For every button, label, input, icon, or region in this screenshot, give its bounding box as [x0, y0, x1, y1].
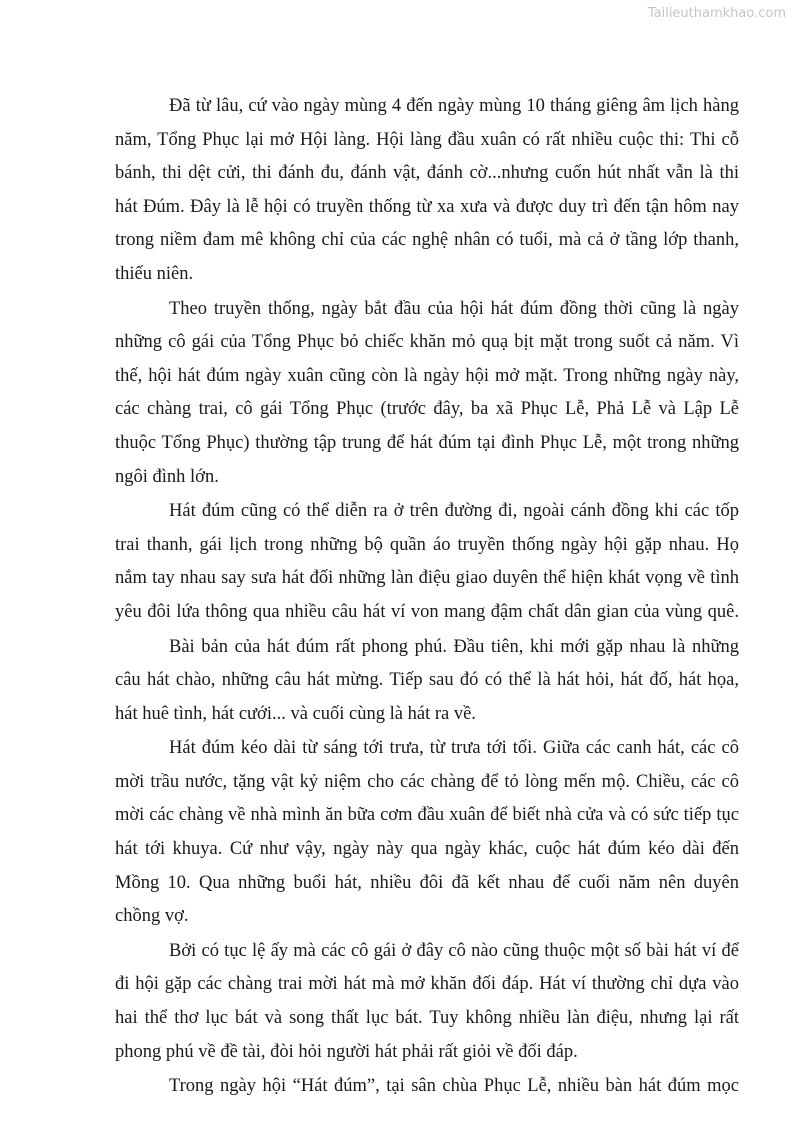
text-line: bánh, thi dệt cửi, thi đánh đu, đánh vật, đánh cờ...nhưng cuốn hút nhất vẫn là thi — [115, 163, 739, 184]
text-line: hát Đúm. Đây là lễ hội có truyền thống từ xa xưa và được duy trì đến tận hôm nay — [115, 196, 739, 217]
text-line: hát tới khuya. Cứ như vậy, ngày này qua ngày khác, cuộc hát đúm kéo dài đến — [115, 839, 739, 860]
text-line: thiếu niên. — [115, 263, 194, 284]
text-line: Trong ngày hội “Hát đúm”, tại sân chùa Phục Lễ, nhiều bàn hát đúm mọc — [169, 1076, 739, 1097]
text-line: yêu đôi lứa thông qua nhiều câu hát ví von mang đậm chất dân gian của vùng quê. — [115, 601, 739, 622]
text-line: đi hội gặp các chàng trai mời hát mà mở khăn đối đáp. Hát ví thường chỉ dựa vào — [115, 974, 739, 995]
text-line: ngôi đình lớn. — [115, 466, 219, 487]
text-line: những cô gái của Tổng Phục bỏ chiếc khăn mỏ quạ bịt mặt trong suốt cả năm. Vì — [115, 332, 739, 353]
text-line: thế, hội hát đúm ngày xuân cũng còn là ngày hội mở mặt. Trong những ngày này, — [115, 365, 739, 386]
text-line: Mồng 10. Qua những buổi hát, nhiều đôi đã kết nhau để cuối năm nên duyên — [115, 872, 739, 893]
text-line: trai thanh, gái lịch trong những bộ quần áo truyền thống ngày hội gặp nhau. Họ — [115, 534, 739, 555]
paragraph-7 — [115, 1070, 739, 1104]
paragraph-3 — [115, 495, 739, 629]
text-line: thuộc Tổng Phục) thường tập trung để hát đúm tại đình Phục Lễ, một trong những — [115, 432, 739, 453]
text-line: nắm tay nhau say sưa hát đối những làn điệu giao duyên thể hiện khát vọng về tình — [115, 568, 739, 589]
text-line: hai thể thơ lục bát và song thất lục bát. Tuy không nhiều làn điệu, nhưng lại rất — [115, 1008, 739, 1029]
text-line: câu hát chào, những câu hát mừng. Tiếp sau đó có thể là hát hỏi, hát đố, hát họa, — [115, 670, 739, 691]
text-line: năm, Tổng Phục lại mở Hội làng. Hội làng đầu xuân có rất nhiều cuộc thi: Thi cỗ — [115, 129, 739, 150]
text-line: chồng vợ. — [115, 906, 189, 927]
text-line: Đã từ lâu, cứ vào ngày mùng 4 đến ngày mùng 10 tháng giêng âm lịch hàng — [169, 96, 739, 116]
document-body — [115, 90, 739, 1104]
text-line: các chàng trai, cô gái Tổng Phục (trước đây, ba xã Phục Lễ, Phả Lễ và Lập Lễ — [115, 399, 739, 420]
text-line: Hát đúm kéo dài từ sáng tới trưa, từ trưa tới tối. Giữa các canh hát, các cô — [169, 738, 739, 759]
text-line: Bài bản của hát đúm rất phong phú. Đầu tiên, khi mới gặp nhau là những — [169, 636, 739, 657]
watermark: Tailieuthamkhao.com — [647, 6, 786, 21]
text-line: hát huê tình, hát cưới... và cuối cùng là hát ra về. — [115, 703, 476, 724]
text-line: phong phú về đề tài, đòi hỏi người hát phải rất giỏi về đối đáp. — [115, 1041, 578, 1062]
paragraph-1 — [115, 90, 739, 292]
text-line: Hát đúm cũng có thể diễn ra ở trên đường đi, ngoài cánh đồng khi các tốp — [169, 501, 739, 522]
text-line: mời các chàng về nhà mình ăn bữa cơm đầu xuân để biết nhà cửa và có sức tiếp tục — [115, 805, 739, 826]
text-line: Theo truyền thống, ngày bắt đầu của hội hát đúm đồng thời cũng là ngày — [169, 298, 739, 319]
paragraph-6 — [115, 935, 739, 1069]
text-line: trong niềm đam mê không chỉ của các nghệ nhân có tuổi, mà cả ở tầng lớp thanh, — [115, 230, 739, 251]
paragraph-5 — [115, 732, 739, 934]
text-line: mời trầu nước, tặng vật kỷ niệm cho các chàng để tỏ lòng mến mộ. Chiều, các cô — [115, 771, 739, 792]
paragraph-4 — [115, 631, 739, 732]
paragraph-2 — [115, 293, 739, 495]
text-line: Bởi có tục lệ ấy mà các cô gái ở đây cô nào cũng thuộc một số bài hát ví để — [169, 940, 739, 961]
